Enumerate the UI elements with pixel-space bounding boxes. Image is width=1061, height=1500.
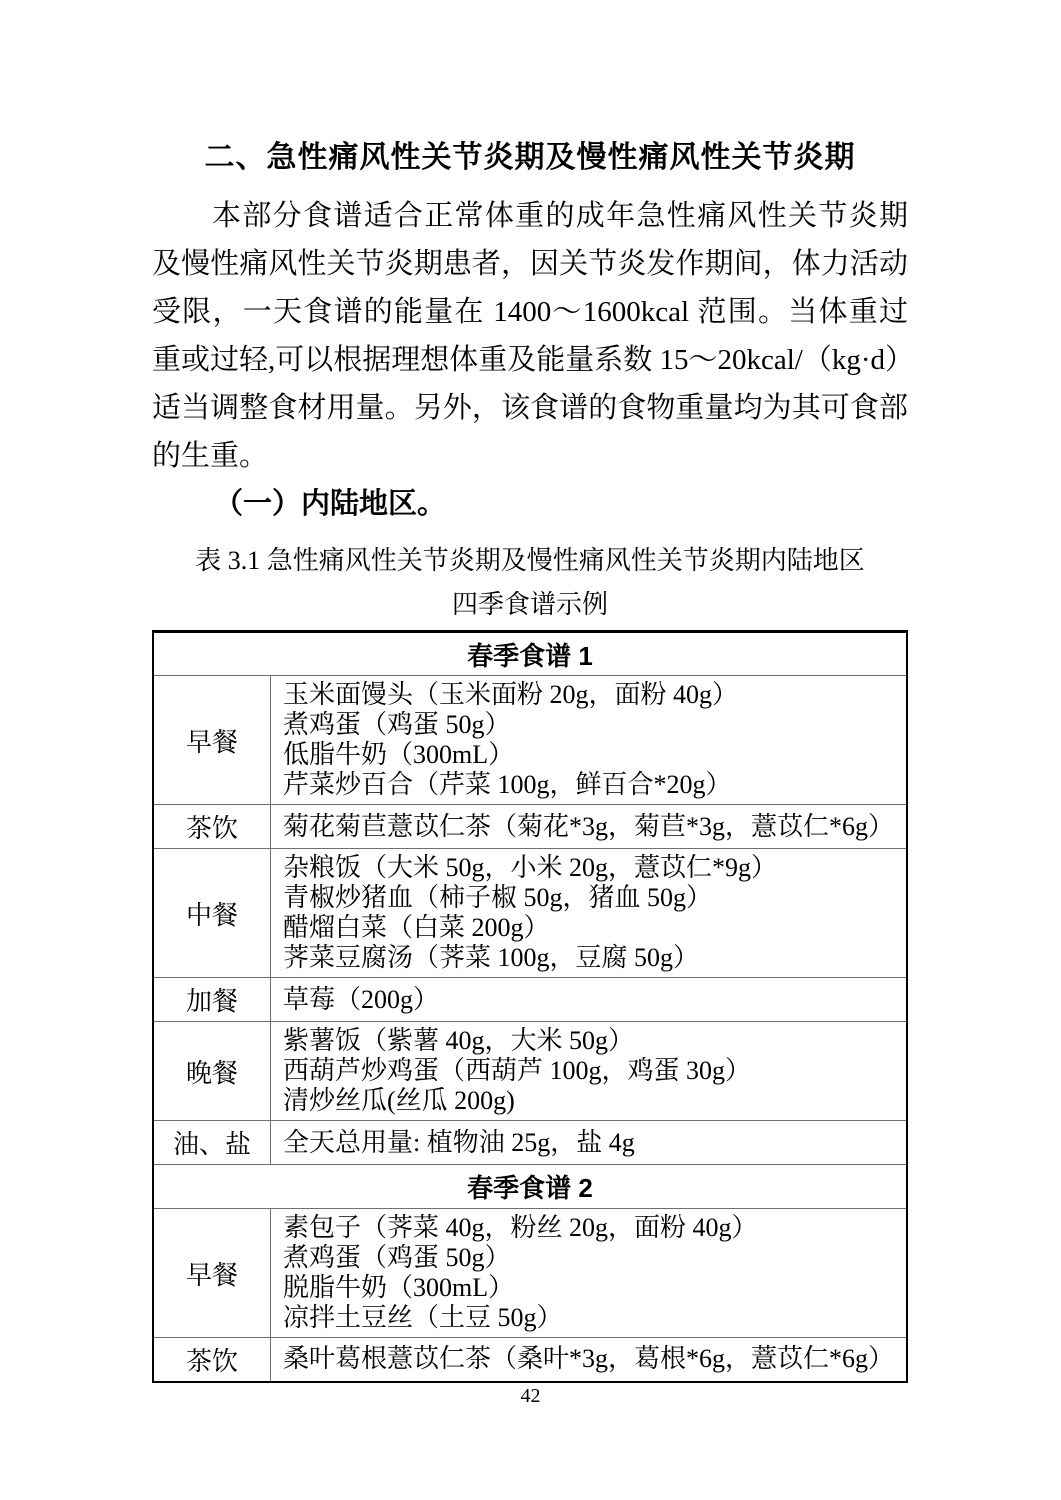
subsection-heading: （一）内陆地区。 [214, 488, 447, 520]
dish-line: 全天总用量: 植物油 25g，盐 4g [282, 1127, 635, 1157]
meal-label: 早餐 [153, 676, 270, 805]
meal-label: 茶饮 [153, 805, 270, 849]
meal-content [270, 1338, 907, 1382]
meal-label: 茶饮 [153, 1338, 270, 1382]
paragraph-line: 重或过轻,可以根据理想体重及能量系数 15～20kcal/（kg·d） [152, 344, 915, 376]
dish-line: 清炒丝瓜(丝瓜 200g) [282, 1086, 515, 1115]
meal-label: 晚餐 [153, 1022, 270, 1121]
dish-line: 脱脂牛奶（300mL） [282, 1273, 515, 1302]
table-row [153, 1121, 907, 1165]
dish-line: 菊花菊苣薏苡仁茶（菊花*3g，菊苣*3g，薏苡仁*6g） [282, 811, 894, 841]
season-title: 春季食谱 2 [153, 1165, 907, 1209]
paragraph-line: 及慢性痛风性关节炎期患者，因关节炎发作期间，体力活动 [152, 248, 908, 280]
dish-line: 醋熘白菜（白菜 200g） [282, 913, 550, 942]
table-caption-line2: 四季食谱示例 [451, 590, 608, 619]
document-page [152, 0, 915, 1383]
dish-line: 桑叶葛根薏苡仁茶（桑叶*3g，葛根*6g，薏苡仁*6g） [282, 1344, 894, 1374]
dish-line: 凉拌土豆丝（土豆 50g） [282, 1303, 563, 1332]
dish-line: 西葫芦炒鸡蛋（西葫芦 100g，鸡蛋 30g） [282, 1056, 751, 1085]
table-row [153, 978, 907, 1022]
dish-line: 芹菜炒百合（芹菜 100g，鲜百合*20g） [282, 770, 732, 799]
meal-label: 早餐 [153, 1209, 270, 1338]
dish-line: 玉米面馒头（玉米面粉 20g，面粉 40g） [282, 680, 738, 709]
dish-line: 青椒炒猪血（柿子椒 50g，猪血 50g） [282, 883, 712, 912]
table-row [153, 1338, 907, 1382]
dish-line: 煮鸡蛋（鸡蛋 50g） [282, 710, 511, 739]
meal-content [270, 1209, 907, 1338]
dish-line: 荠菜豆腐汤（荠菜 100g，豆腐 50g） [282, 943, 699, 972]
meal-content [270, 1121, 907, 1165]
meal-label: 油、盐 [153, 1121, 270, 1165]
table-row [153, 1209, 907, 1338]
meal-content [270, 676, 907, 805]
paragraph-line: 受限，一天食谱的能量在 1400～1600kcal 范围。当体重过 [152, 296, 908, 328]
dish-line: 低脂牛奶（300mL） [282, 740, 515, 769]
meal-content [270, 978, 907, 1022]
dish-line: 煮鸡蛋（鸡蛋 50g） [282, 1243, 511, 1272]
season-title: 春季食谱 1 [153, 632, 907, 676]
meal-content [270, 849, 907, 978]
dish-line: 紫薯饭（紫薯 40g，大米 50g） [282, 1026, 634, 1055]
meal-label: 加餐 [153, 978, 270, 1022]
paragraph-line: 本部分食谱适合正常体重的成年急性痛风性关节炎期 [212, 200, 908, 232]
season-header-row [153, 1165, 907, 1209]
paragraph-line: 适当调整食材用量。另外，该食谱的食物重量均为其可食部 [152, 392, 908, 424]
section-heading: 二、急性痛风性关节炎期及慢性痛风性关节炎期 [204, 141, 856, 174]
table-caption-line1: 表 3.1 急性痛风性关节炎期及慢性痛风性关节炎期内陆地区 [195, 546, 865, 575]
season-header-row [153, 632, 907, 676]
table-row [153, 676, 907, 805]
intro-paragraph [152, 192, 915, 480]
paragraph-line: 的生重。 [152, 440, 269, 472]
recipe-table [152, 630, 908, 1383]
meal-content [270, 805, 907, 849]
dish-line: 草莓（200g） [282, 984, 439, 1014]
table-row [153, 1022, 907, 1121]
dish-line: 杂粮饭（大米 50g，小米 20g，薏苡仁*9g） [282, 853, 777, 882]
table-row [153, 805, 907, 849]
dish-line: 素包子（荠菜 40g，粉丝 20g，面粉 40g） [282, 1213, 758, 1242]
meal-content [270, 1022, 907, 1121]
meal-label: 中餐 [153, 849, 270, 978]
table-row [153, 849, 907, 978]
page-number: 42 [520, 1385, 541, 1407]
